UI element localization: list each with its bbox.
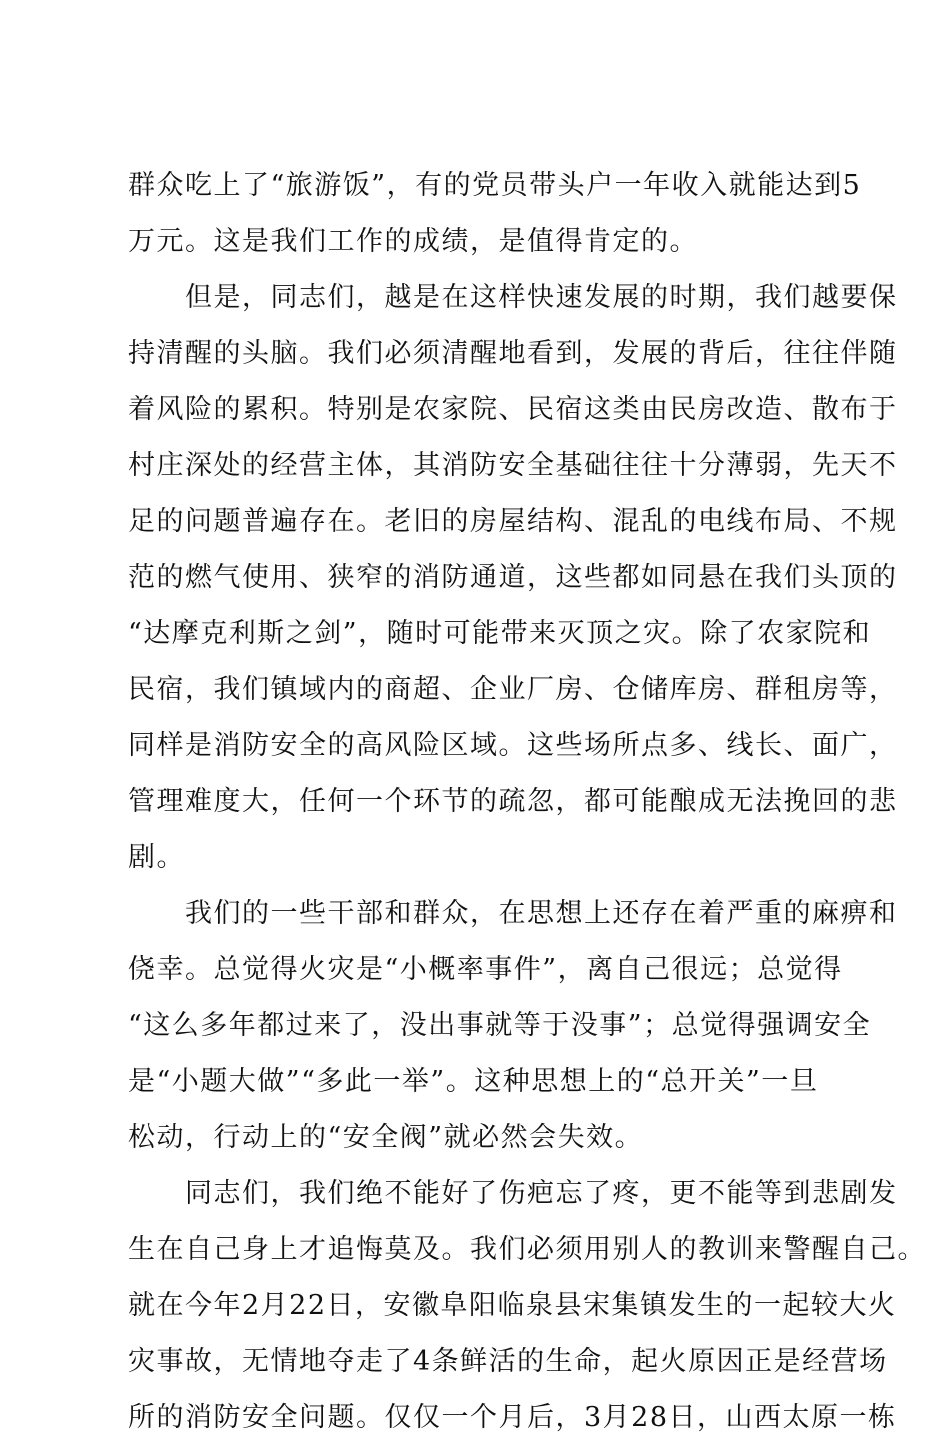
text-line: 松动，行动上的“安全阀”就必然会失效。 [128,1122,644,1153]
text-line: 生在自己身上才追悔莫及。我们必须用别人的教训来警醒自己。 [128,1234,926,1265]
text-line: “达摩克利斯之剑”，随时可能带来灭顶之灾。除了农家院和 [128,618,872,649]
text-line: 万元。这是我们工作的成绩，是值得肯定的。 [128,226,698,257]
text-line: 就在今年2月22日，安徽阜阳临泉县宋集镇发生的一起较大火 [128,1290,897,1321]
text-line: 民宿，我们镇域内的商超、企业厂房、仓储库房、群租房等， [128,674,898,705]
text-line: “这么多年都过来了，没出事就等于没事”；总觉得强调安全 [128,1010,872,1041]
text-line: 群众吃上了“旅游饭”，有的党员带头户一年收入就能达到5 [128,170,862,201]
text-line: 剧。 [128,842,185,873]
body-text [128,158,926,1446]
text-line: 着风险的累积。特别是农家院、民宿这类由民房改造、散布于 [128,394,898,425]
text-line: 同样是消防安全的高风险区域。这些场所点多、线长、面广， [128,730,898,761]
text-line: 同志们，我们绝不能好了伤疤忘了疼，更不能等到悲剧发 [128,1178,898,1209]
text-line: 管理难度大，任何一个环节的疏忽，都可能酿成无法挽回的悲 [128,786,898,817]
text-line: 侥幸。总觉得火灾是“小概率事件”，离自己很远；总觉得 [128,954,843,985]
text-line: 是“小题大做”“多此一举”。这种思想上的“总开关”一旦 [128,1066,819,1097]
text-line: 所的消防安全问题。仅仅一个月后，3月28日，山西太原一栋 [128,1402,897,1433]
text-line: 但是，同志们，越是在这样快速发展的时期，我们越要保 [128,282,898,313]
text-line: 范的燃气使用、狭窄的消防通道，这些都如同悬在我们头顶的 [128,562,898,593]
text-line: 持清醒的头脑。我们必须清醒地看到，发展的背后，往往伴随 [128,338,898,369]
text-line: 我们的一些干部和群众，在思想上还存在着严重的麻痹和 [128,898,898,929]
text-line: 村庄深处的经营主体，其消防安全基础往往十分薄弱，先天不 [128,450,898,481]
text-line: 足的问题普遍存在。老旧的房屋结构、混乱的电线布局、不规 [128,506,898,537]
text-line: 灾事故，无情地夺走了4条鲜活的生命，起火原因正是经营场 [128,1346,888,1377]
